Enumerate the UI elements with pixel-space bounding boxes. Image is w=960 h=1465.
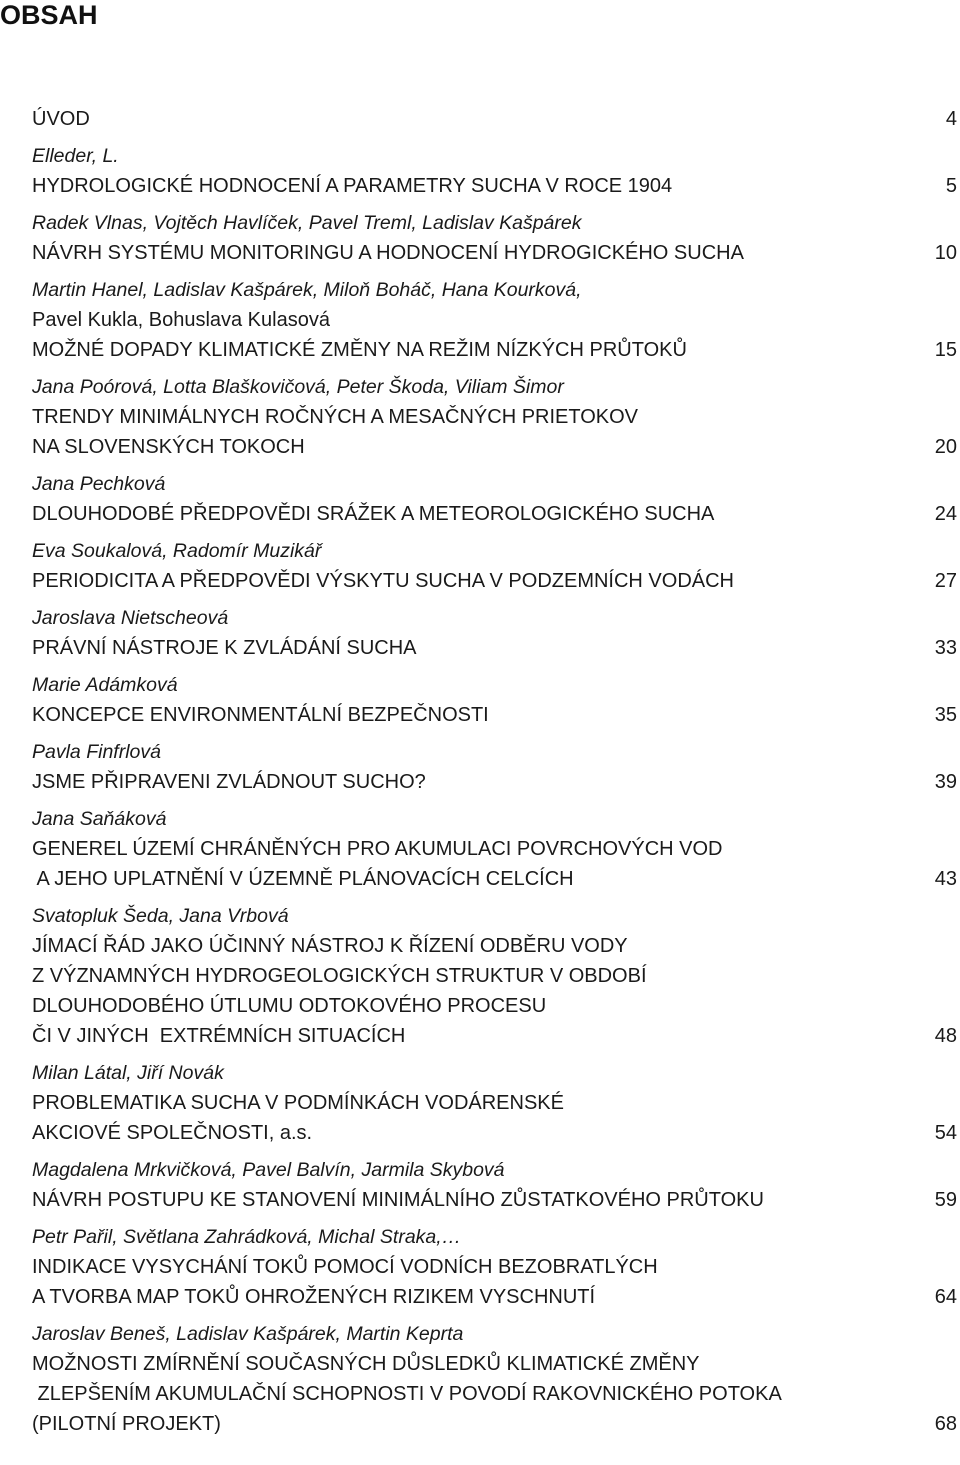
- toc-entry[interactable]: [32, 141, 957, 201]
- toc-entry-title-row: [32, 700, 957, 730]
- toc-entry-authors: Radek Vlnas, Vojtěch Havlíček, Pavel Treml, Ladislav Kašpárek: [32, 212, 582, 234]
- toc-entry-title-row: [32, 767, 957, 797]
- toc-entry-title-row: [32, 499, 957, 529]
- toc-entry-page-number: 54: [934, 1122, 957, 1144]
- toc-entry-title: [32, 566, 917, 596]
- toc-entry-title-line: JÍMACÍ ŘÁD JAKO ÚČINNÝ NÁSTROJ K ŘÍZENÍ ODBĚRU VODY: [32, 935, 628, 957]
- toc-entry-title-line: NÁVRH POSTUPU KE STANOVENÍ MINIMÁLNÍHO ZŮSTATKOVÉHO PRŮTOKU: [32, 1189, 764, 1211]
- toc-entry-title-row: [32, 305, 957, 365]
- toc-entry-title-line: ČI V JINÝCH EXTRÉMNÍCH SITUACÍCH: [32, 1025, 406, 1047]
- toc-entry-title-line: MOŽNÉ DOPADY KLIMATICKÉ ZMĚNY NA REŽIM NÍZKÝCH PRŮTOKŮ: [32, 339, 687, 361]
- toc-entry-page-number: 59: [934, 1189, 957, 1211]
- toc-entry-authors: Pavla Finfrlová: [32, 741, 161, 763]
- toc-entry-title-row: [32, 402, 957, 462]
- toc-entry-title: [32, 1252, 917, 1312]
- toc-entry-page-number: 43: [934, 868, 957, 890]
- toc-entry-title-line: A JEHO UPLATNĚNÍ V ÚZEMNĚ PLÁNOVACÍCH CELCÍCH: [32, 868, 574, 890]
- toc-entry-title: [32, 1349, 917, 1439]
- toc-entry-title: [32, 931, 917, 1051]
- toc-entry-title-line: A TVORBA MAP TOKŮ OHROŽENÝCH RIZIKEM VYSCHNUTÍ: [32, 1286, 596, 1308]
- toc-entry-title: [32, 171, 917, 201]
- toc-entry-authors: Milan Látal, Jiří Novák: [32, 1062, 224, 1084]
- toc-entry-title-line: Pavel Kukla, Bohuslava Kulasová: [32, 309, 330, 331]
- toc-entry-authors: Jaroslava Nietscheová: [32, 607, 229, 629]
- toc-entry-title-row: [32, 1349, 957, 1439]
- toc-entry-title-line: ÚVOD: [32, 108, 90, 130]
- toc-entry-title: [32, 700, 917, 730]
- toc-entry-page-number: 27: [934, 570, 957, 592]
- toc-entry-page-number: 20: [934, 436, 957, 458]
- toc-entry-title-row: [32, 1252, 957, 1312]
- page-title: OBSAH: [0, 0, 98, 30]
- toc-entry-title-row: [32, 633, 957, 663]
- toc-entry[interactable]: [32, 104, 957, 134]
- toc-entry-title-line: DLOUHODOBÉHO ÚTLUMU ODTOKOVÉHO PROCESU: [32, 995, 547, 1017]
- toc-entry[interactable]: [32, 536, 957, 596]
- toc-entry-title-line: JSME PŘIPRAVENI ZVLÁDNOUT SUCHO?: [32, 771, 426, 793]
- toc-entry[interactable]: [32, 469, 957, 529]
- toc-entry-title-line: PROBLEMATIKA SUCHA V PODMÍNKÁCH VODÁRENSKÉ: [32, 1092, 564, 1114]
- toc-entry-page-number: 4: [945, 108, 957, 130]
- toc-entry[interactable]: [32, 1058, 957, 1148]
- toc-entry-title-row: [32, 1185, 957, 1215]
- toc-entry[interactable]: [32, 670, 957, 730]
- toc-entry-page-number: 10: [934, 242, 957, 264]
- toc-entry-authors: Marie Adámková: [32, 674, 178, 696]
- toc-entry-page-number: 39: [934, 771, 957, 793]
- toc-entry-title-line: PERIODICITA A PŘEDPOVĚDI VÝSKYTU SUCHA V PODZEMNÍCH VODÁCH: [32, 570, 734, 592]
- toc-entry-page-number: 33: [934, 637, 957, 659]
- toc-entry-title-line: TRENDY MINIMÁLNYCH ROČNÝCH A MESAČNÝCH PRIETOKOV: [32, 406, 639, 428]
- toc-entry-title-row: [32, 1088, 957, 1148]
- toc-entry-title-line: NÁVRH SYSTÉMU MONITORINGU A HODNOCENÍ HYDROGICKÉHO SUCHA: [32, 242, 744, 264]
- toc-entry-page-number: 64: [934, 1286, 957, 1308]
- toc-entry-title-line: INDIKACE VYSYCHÁNÍ TOKŮ POMOCÍ VODNÍCH BEZOBRATLÝCH: [32, 1256, 658, 1278]
- toc-entry-authors: Jana Pechková: [32, 473, 166, 495]
- toc-entry-title: [32, 104, 917, 134]
- toc-entry-title-line: MOŽNOSTI ZMÍRNĚNÍ SOUČASNÝCH DŮSLEDKŮ KLIMATICKÉ ZMĚNY: [32, 1353, 700, 1375]
- toc-entry-title-row: [32, 931, 957, 1051]
- toc-entry-title-line: NA SLOVENSKÝCH TOKOCH: [32, 436, 305, 458]
- toc-entry-title: [32, 499, 917, 529]
- toc-entry-title: [32, 633, 917, 663]
- toc-entry[interactable]: [32, 804, 957, 894]
- toc-entry-authors: Elleder, L.: [32, 145, 119, 167]
- toc-entry-page-number: 48: [934, 1025, 957, 1047]
- toc-entry-authors: Svatopluk Šeda, Jana Vrbová: [32, 905, 289, 927]
- toc-entry-title-line: ZLEPŠENÍM AKUMULAČNÍ SCHOPNOSTI V POVODÍ RAKOVNICKÉHO POTOKA: [32, 1383, 782, 1405]
- toc-entry[interactable]: [32, 208, 957, 268]
- toc-entry[interactable]: [32, 1155, 957, 1215]
- toc-entry-authors: Eva Soukalová, Radomír Muzikář: [32, 540, 322, 562]
- toc-entry-title: [32, 402, 917, 462]
- toc-entry-authors: Jana Saňáková: [32, 808, 167, 830]
- toc-entry[interactable]: [32, 1222, 957, 1312]
- toc-entry-title: [32, 238, 917, 268]
- toc-entry-page-number: 24: [934, 503, 957, 525]
- toc-entry-authors: Petr Pařil, Světlana Zahrádková, Michal Straka,…: [32, 1226, 462, 1248]
- toc-entry-authors: Jana Poórová, Lotta Blaškovičová, Peter Škoda, Viliam Šimor: [32, 376, 564, 398]
- toc-entry[interactable]: [32, 372, 957, 462]
- toc-entry-page-number: 5: [945, 175, 957, 197]
- toc-entry-authors: Magdalena Mrkvičková, Pavel Balvín, Jarmila Skybová: [32, 1159, 505, 1181]
- toc-entry[interactable]: [32, 603, 957, 663]
- toc-entry-page-number: 68: [934, 1413, 957, 1435]
- toc-entry-page-number: 15: [934, 339, 957, 361]
- toc-entry-title: [32, 1088, 917, 1148]
- toc-entry-title-row: [32, 171, 957, 201]
- toc-entry-title: [32, 1185, 917, 1215]
- toc-entry-title-line: KONCEPCE ENVIRONMENTÁLNÍ BEZPEČNOSTI: [32, 704, 489, 726]
- toc-entry-title-line: GENEREL ÚZEMÍ CHRÁNĚNÝCH PRO AKUMULACI POVRCHOVÝCH VOD: [32, 838, 723, 860]
- toc-entry-title-row: [32, 566, 957, 596]
- toc-entry-title: [32, 834, 917, 894]
- toc-entry[interactable]: [32, 1319, 957, 1439]
- toc-entry-title-line: (PILOTNÍ PROJEKT): [32, 1413, 221, 1435]
- toc-entry-title: [32, 305, 917, 365]
- toc-entry-title-line: AKCIOVÉ SPOLEČNOSTI, a.s.: [32, 1122, 313, 1144]
- toc-entry-authors: Jaroslav Beneš, Ladislav Kašpárek, Martin Keprta: [32, 1323, 464, 1345]
- toc-entry-title-line: DLOUHODOBÉ PŘEDPOVĚDI SRÁŽEK A METEOROLOGICKÉHO SUCHA: [32, 503, 715, 525]
- toc-entry-authors: Martin Hanel, Ladislav Kašpárek, Miloň Boháč, Hana Kourková,: [32, 279, 582, 301]
- table-of-contents: [32, 104, 957, 1446]
- toc-entry-title-row: [32, 104, 957, 134]
- toc-entry-title-row: [32, 834, 957, 894]
- toc-entry-title-line: PRÁVNÍ NÁSTROJE K ZVLÁDÁNÍ SUCHA: [32, 637, 417, 659]
- toc-entry[interactable]: [32, 275, 957, 365]
- toc-entry-title-line: Z VÝZNAMNÝCH HYDROGEOLOGICKÝCH STRUKTUR V OBDOBÍ: [32, 965, 647, 987]
- toc-entry-title-row: [32, 238, 957, 268]
- toc-entry-title-line: HYDROLOGICKÉ HODNOCENÍ A PARAMETRY SUCHA V ROCE 1904: [32, 175, 673, 197]
- toc-entry-title: [32, 767, 917, 797]
- toc-entry-page-number: 35: [934, 704, 957, 726]
- toc-entry[interactable]: [32, 737, 957, 797]
- toc-entry[interactable]: [32, 901, 957, 1051]
